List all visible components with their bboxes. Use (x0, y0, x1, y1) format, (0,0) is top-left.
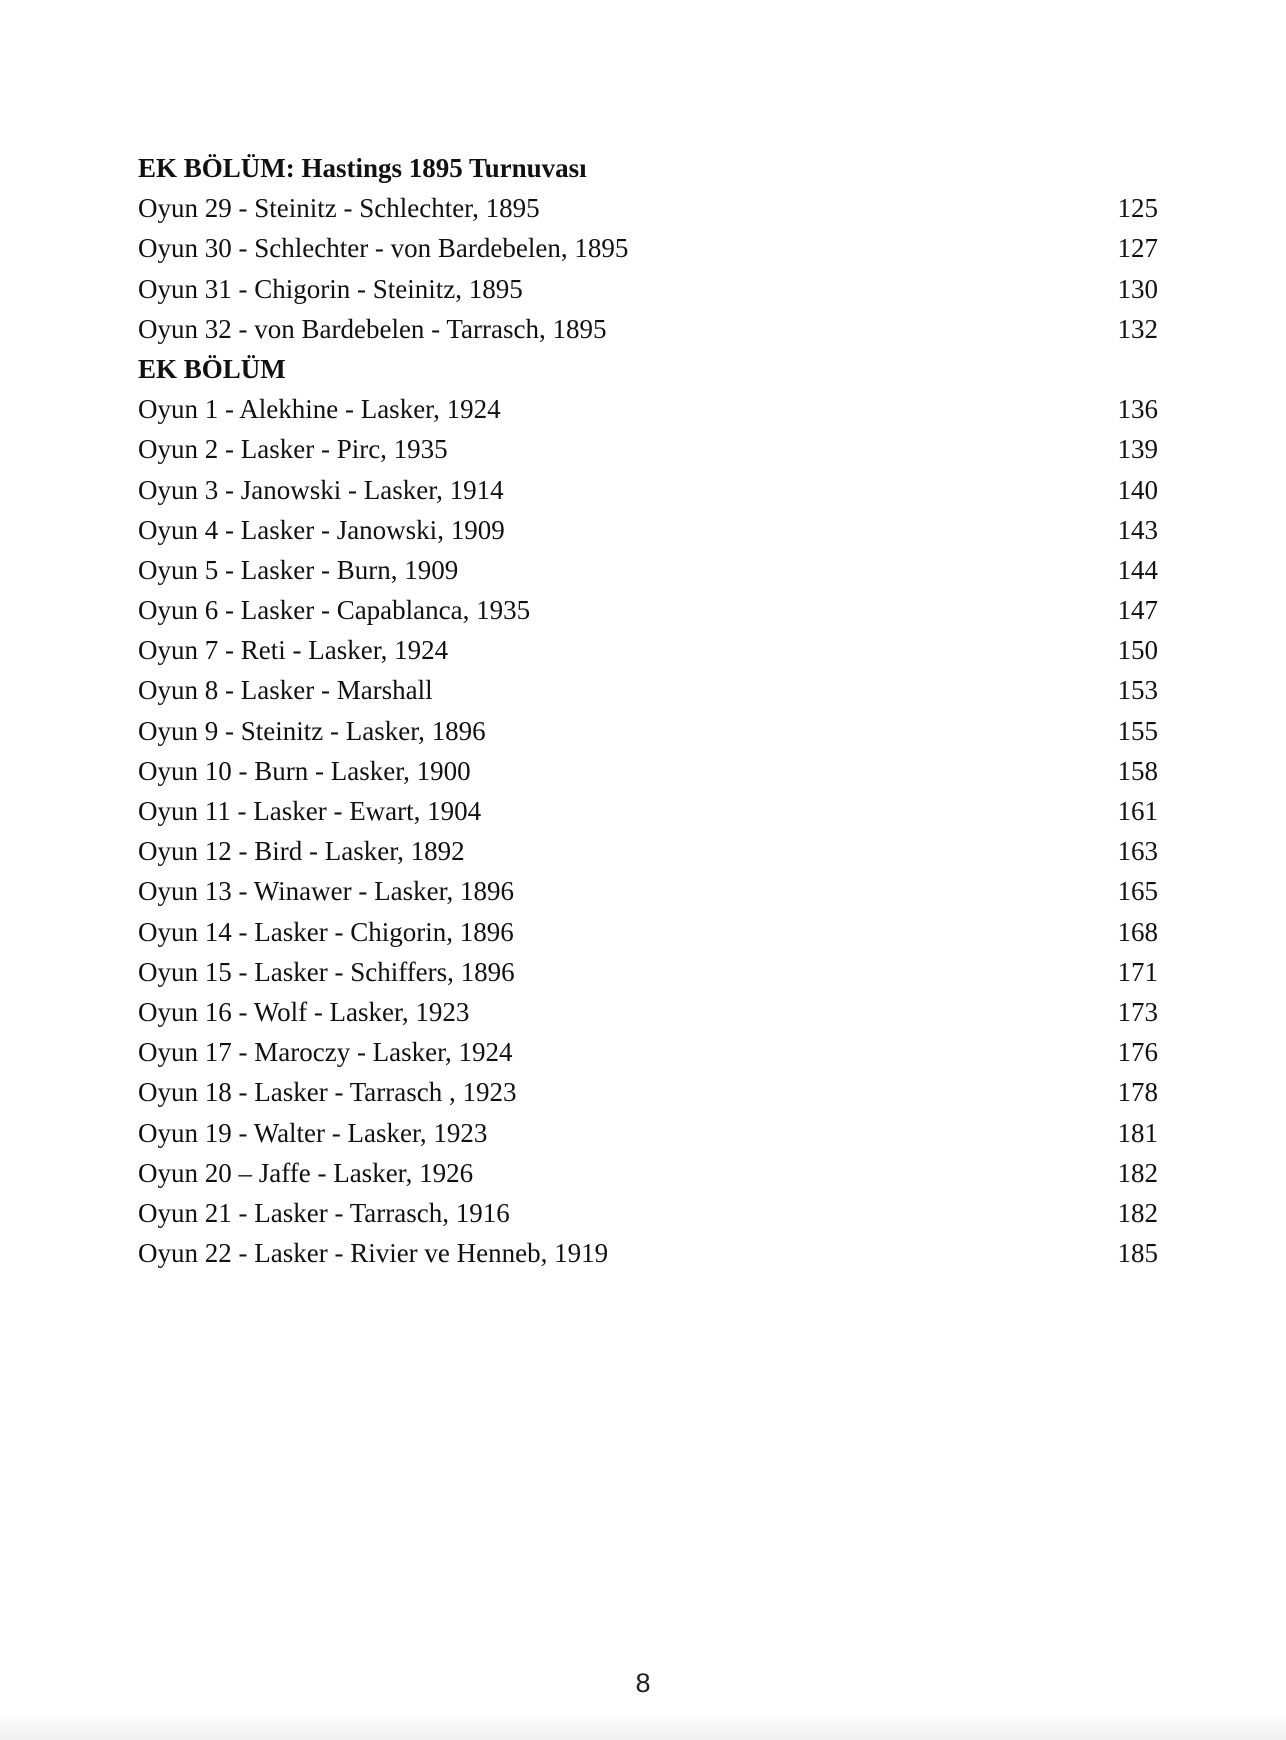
toc-entry (138, 1032, 1158, 1072)
toc-entry-page: 144 (1117, 554, 1158, 585)
page-number: 8 (635, 1668, 651, 1698)
toc-entry-title: Oyun 29 - Steinitz - Schlechter, 1895 (138, 193, 540, 224)
toc-entry-page: 139 (1117, 434, 1158, 465)
toc-entry (138, 269, 1158, 309)
toc-entry-title: Oyun 14 - Lasker - Chigorin, 1896 (138, 916, 514, 947)
toc-entry-page: 161 (1117, 796, 1158, 826)
toc-entry-title: Oyun 10 - Burn - Lasker, 1900 (138, 755, 471, 786)
toc-entry-page: 130 (1117, 273, 1158, 304)
toc-entry (138, 871, 1158, 911)
toc-entry (138, 1153, 1158, 1193)
toc-entry-title: Oyun 9 - Steinitz - Lasker, 1896 (138, 715, 486, 746)
toc-entry (138, 952, 1158, 992)
toc-entry-title: Oyun 3 - Janowski - Lasker, 1914 (138, 474, 504, 505)
toc-entry-title: Oyun 16 - Wolf - Lasker, 1923 (138, 996, 470, 1027)
toc-entry (138, 429, 1158, 469)
toc-entry-page: 150 (1117, 635, 1158, 666)
toc-entry (138, 309, 1158, 349)
toc-entry-title: Oyun 5 - Lasker - Burn, 1909 (138, 554, 459, 585)
toc-entry-title: Oyun 21 - Lasker - Tarrasch, 1916 (138, 1197, 510, 1228)
table-of-contents (138, 148, 1158, 1273)
toc-entry (138, 228, 1158, 268)
toc-entry (138, 791, 1158, 831)
toc-entry-title: Oyun 17 - Maroczy - Lasker, 1924 (138, 1037, 513, 1068)
toc-entry-page: 132 (1117, 313, 1158, 344)
toc-entry-page: 127 (1117, 233, 1158, 264)
toc-entry-page: 153 (1117, 675, 1158, 706)
toc-entry (138, 188, 1158, 228)
toc-entry-title: Oyun 2 - Lasker - Pirc, 1935 (138, 434, 448, 465)
toc-entry-page: 136 (1117, 394, 1158, 425)
toc-entry (138, 912, 1158, 952)
toc-entry (138, 550, 1158, 590)
toc-entry (138, 1233, 1158, 1273)
toc-entry-page: 181 (1117, 1117, 1158, 1148)
toc-entry (138, 510, 1158, 550)
toc-entry-page: 168 (1117, 916, 1158, 947)
toc-entry-page: 185 (1117, 1238, 1158, 1269)
toc-section-heading (138, 349, 1158, 389)
toc-entry-title: Oyun 15 - Lasker - Schiffers, 1896 (138, 956, 515, 987)
toc-entry-title: Oyun 13 - Winawer - Lasker, 1896 (138, 876, 514, 907)
toc-entry-page: 158 (1117, 755, 1158, 786)
page-bottom-shadow (0, 1712, 1286, 1740)
toc-entry (138, 1113, 1158, 1153)
toc-entry-title: Oyun 30 - Schlechter - von Bardebelen, 1895 (138, 233, 629, 264)
toc-entry-page: 178 (1117, 1077, 1158, 1108)
toc-entry (138, 992, 1158, 1032)
toc-entry (138, 831, 1158, 871)
toc-entry-title: Oyun 8 - Lasker - Marshall (138, 675, 433, 706)
toc-entry (138, 670, 1158, 710)
toc-entry-page: 155 (1117, 715, 1158, 746)
toc-entry-title: Oyun 20 – Jaffe - Lasker, 1926 (138, 1157, 474, 1188)
toc-entry-title: Oyun 11 - Lasker - Ewart, 1904 (138, 796, 482, 826)
toc-entry-title: Oyun 7 - Reti - Lasker, 1924 (138, 635, 449, 666)
toc-entry-page: 163 (1117, 836, 1158, 867)
toc-entry (138, 630, 1158, 670)
toc-entry-title: EK BÖLÜM: Hastings 1895 Turnuvası (138, 153, 587, 183)
toc-entry-title: Oyun 31 - Chigorin - Steinitz, 1895 (138, 273, 523, 304)
toc-entry-title: Oyun 18 - Lasker - Tarrasch , 1923 (138, 1077, 517, 1108)
toc-entry-page: 176 (1117, 1037, 1158, 1068)
toc-entry-title: Oyun 32 - von Bardebelen - Tarrasch, 1895 (138, 313, 607, 344)
toc-entry-title: Oyun 22 - Lasker - Rivier ve Henneb, 1919 (138, 1238, 609, 1269)
toc-entry (138, 1193, 1158, 1233)
toc-entry (138, 590, 1158, 630)
toc-entry-page: 171 (1117, 956, 1158, 987)
toc-entry-page: 182 (1117, 1157, 1158, 1188)
toc-entry (138, 470, 1158, 510)
toc-entry-title: Oyun 12 - Bird - Lasker, 1892 (138, 836, 465, 867)
toc-entry-title: Oyun 6 - Lasker - Capablanca, 1935 (138, 595, 531, 626)
toc-entry-page: 165 (1117, 876, 1158, 907)
toc-section-heading (138, 148, 1158, 188)
toc-entry-title: Oyun 19 - Walter - Lasker, 1923 (138, 1117, 488, 1148)
toc-entry-title: Oyun 4 - Lasker - Janowski, 1909 (138, 514, 505, 545)
toc-entry-page: 125 (1117, 193, 1158, 224)
toc-entry (138, 751, 1158, 791)
toc-entry (138, 1072, 1158, 1112)
toc-entry (138, 711, 1158, 751)
toc-entry-title: Oyun 1 - Alekhine - Lasker, 1924 (138, 394, 501, 425)
toc-entry-title: EK BÖLÜM (138, 353, 286, 384)
toc-entry-page: 143 (1117, 514, 1158, 545)
toc-entry-page: 147 (1117, 595, 1158, 626)
toc-entry-page: 182 (1117, 1197, 1158, 1228)
toc-entry-page: 173 (1117, 996, 1158, 1027)
toc-entry (138, 389, 1158, 429)
toc-entry-page: 140 (1117, 474, 1158, 505)
